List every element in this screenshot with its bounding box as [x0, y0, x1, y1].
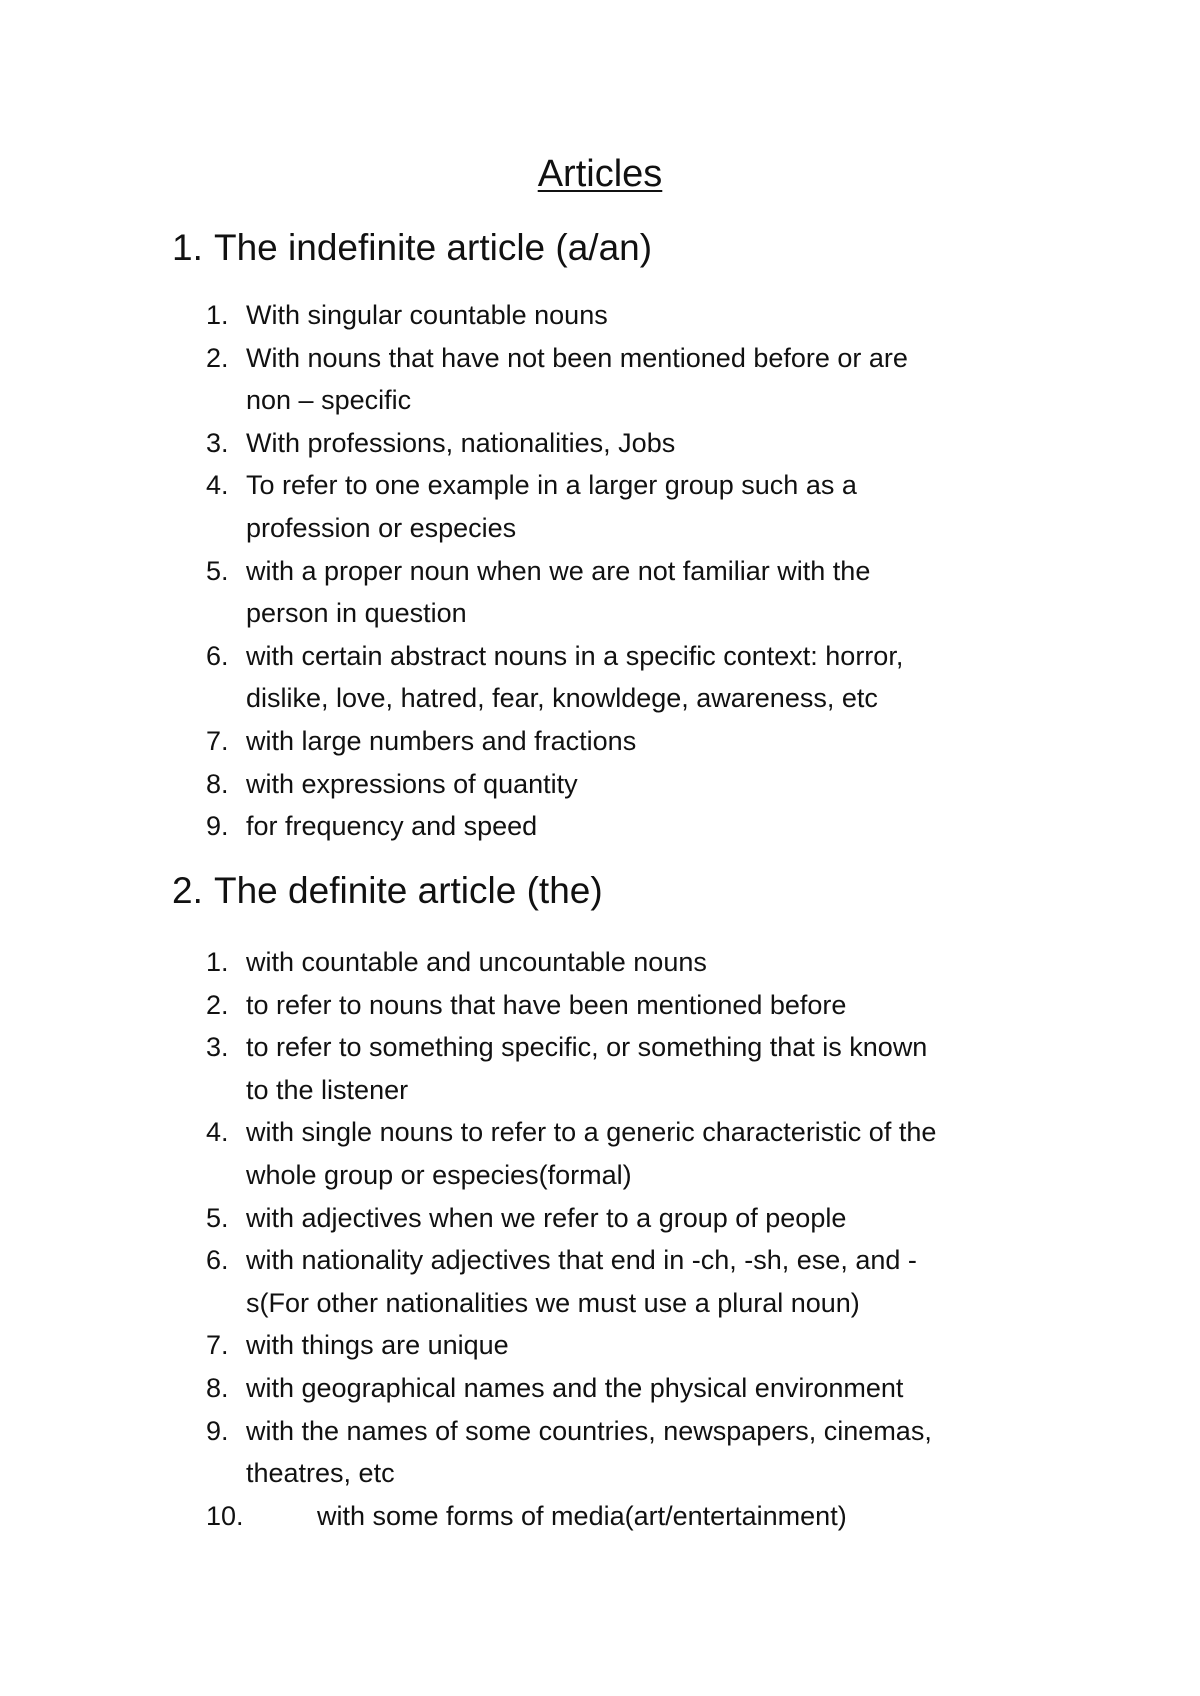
list-item [0, 1495, 1200, 1538]
list-item [0, 1324, 1200, 1367]
item-number: 3. [206, 427, 229, 458]
list-item [0, 1239, 1200, 1324]
list-item [0, 763, 1200, 806]
item-line: dislike, love, hatred, fear, knowldege, awareness, etc [246, 683, 878, 714]
list-item [0, 635, 1200, 720]
item-text [246, 1367, 1046, 1410]
item-line: to the listener [246, 1074, 409, 1105]
section-number: 2. [172, 870, 203, 911]
list-item [0, 1367, 1200, 1410]
indefinite-article-list [0, 294, 1200, 848]
item-line: With nouns that have not been mentioned before or are [246, 342, 908, 373]
item-line: with the names of some countries, newspapers, cinemas, [246, 1415, 932, 1446]
list-item [0, 805, 1200, 848]
document-title: Articles [537, 153, 663, 195]
item-line: To refer to one example in a larger group such as a [246, 470, 857, 501]
list-item [0, 1026, 1200, 1111]
item-number: 8. [206, 1372, 229, 1403]
item-line: non – specific [246, 385, 412, 416]
section-title: The definite article (the) [214, 870, 603, 911]
item-line: profession or especies [246, 512, 517, 543]
item-text [246, 720, 1046, 763]
item-text [246, 294, 1046, 337]
item-number: 6. [206, 640, 229, 671]
section-heading-definite-article [172, 868, 603, 914]
item-text [246, 550, 1046, 635]
list-item [0, 984, 1200, 1027]
item-line: with expressions of quantity [246, 768, 578, 799]
item-text [246, 1111, 1046, 1196]
item-number: 5. [206, 555, 229, 586]
item-number: 4. [206, 470, 229, 501]
item-line: with countable and uncountable nouns [246, 947, 707, 977]
item-line: with geographical names and the physical environment [246, 1372, 904, 1403]
item-number: 9. [206, 811, 229, 842]
item-text [246, 763, 1046, 806]
item-text [246, 1324, 1046, 1367]
item-number: 10. [206, 1500, 244, 1531]
item-line: whole group or especies(formal) [246, 1159, 632, 1190]
item-number: 1. [206, 300, 229, 330]
item-text [246, 1410, 1046, 1495]
list-item [0, 1111, 1200, 1196]
item-line: with some forms of media(art/entertainment) [317, 1500, 847, 1531]
section-title: The indefinite article (a/an) [214, 227, 653, 268]
item-number: 7. [206, 725, 229, 756]
list-item [0, 720, 1200, 763]
item-line: s(For other nationalities we must use a plural noun) [246, 1287, 860, 1318]
item-number: 6. [206, 1245, 229, 1276]
item-text [246, 805, 1046, 848]
item-number: 8. [206, 768, 229, 799]
list-item [0, 294, 1200, 337]
list-item [0, 1410, 1200, 1495]
definite-article-list [0, 941, 1200, 1537]
item-number: 3. [206, 1032, 229, 1063]
item-text [317, 1495, 1117, 1538]
item-number: 5. [206, 1202, 229, 1233]
item-line: with certain abstract nouns in a specific context: horror, [246, 640, 904, 671]
list-item [0, 1197, 1200, 1240]
list-item [0, 422, 1200, 465]
item-text [246, 635, 1046, 720]
item-line: theatres, etc [246, 1458, 395, 1489]
section-number: 1. [172, 227, 203, 268]
item-line: for frequency and speed [246, 811, 538, 842]
item-text [246, 1026, 1046, 1111]
item-text [246, 1239, 1046, 1324]
item-line: with large numbers and fractions [246, 725, 637, 756]
item-line: to refer to something specific, or something that is known [246, 1032, 928, 1063]
item-line: With singular countable nouns [246, 300, 608, 330]
item-text [246, 422, 1046, 465]
item-number: 4. [206, 1117, 229, 1148]
item-text [246, 941, 1046, 984]
item-text [246, 337, 1046, 422]
list-item [0, 941, 1200, 984]
item-number: 1. [206, 947, 229, 977]
item-text [246, 984, 1046, 1027]
list-item [0, 337, 1200, 422]
item-line: With professions, nationalities, Jobs [246, 427, 676, 458]
item-text [246, 464, 1046, 549]
item-line: with nationality adjectives that end in -ch, -sh, ese, and - [246, 1245, 917, 1276]
item-text [246, 1197, 1046, 1240]
item-line: with single nouns to refer to a generic characteristic of the [246, 1117, 937, 1148]
list-item [0, 464, 1200, 549]
item-line: with a proper noun when we are not familiar with the [246, 555, 871, 586]
list-item [0, 550, 1200, 635]
section-heading-indefinite-article [172, 225, 652, 271]
item-line: person in question [246, 598, 467, 629]
item-number: 7. [206, 1330, 229, 1361]
item-line: to refer to nouns that have been mentioned before [246, 989, 847, 1020]
item-number: 2. [206, 342, 229, 373]
item-number: 2. [206, 989, 229, 1020]
item-number: 9. [206, 1415, 229, 1446]
item-line: with things are unique [246, 1330, 509, 1361]
item-line: with adjectives when we refer to a group of people [246, 1202, 847, 1233]
